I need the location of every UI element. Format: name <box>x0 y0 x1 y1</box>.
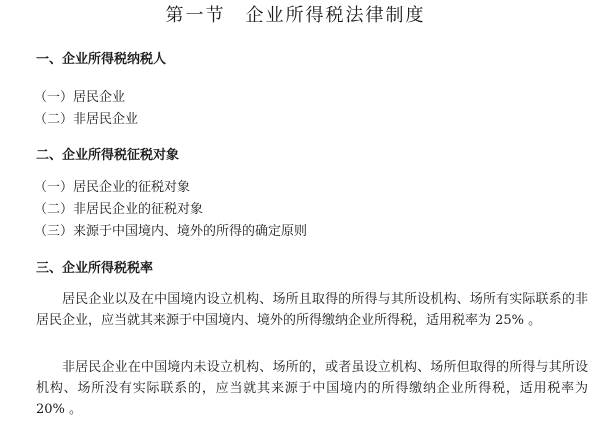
section-heading-taxpayers: 一、企业所得税纳税人 <box>36 52 167 67</box>
sub-item-income-source-principles: （三）来源于中国境内、境外的所得的确定原则 <box>34 224 308 239</box>
sub-item-nonresident-taxable-objects: （二）非居民企业的征税对象 <box>34 202 204 217</box>
sub-item-nonresident-enterprise: （二）非居民企业 <box>34 112 139 127</box>
sub-item-resident-enterprise: （一）居民企业 <box>34 90 126 105</box>
section-heading-tax-rate: 三、企业所得税税率 <box>36 261 154 276</box>
page-title: 第一节 企业所得税法律制度 <box>165 5 426 26</box>
paragraph-resident-rate: 居民企业以及在中国境内设立机构、场所且取得的所得与其所设机构、场所有实际联系的非居民企业，应当就其来源于中国境内、境外的所得缴纳企业所得税，适用税率为 25% 。 <box>36 292 588 328</box>
sub-item-resident-taxable-objects: （一）居民企业的征税对象 <box>34 180 191 195</box>
section-heading-taxable-objects: 二、企业所得税征税对象 <box>36 148 180 163</box>
paragraph-nonresident-rate: 非居民企业在中国境内未设立机构、场所的，或者虽设立机构、场所但取得的所得与其所设机构、场所没有实际联系的，应当就其来源于中国境内的所得缴纳企业所得税，适用税率为 20% 。 <box>36 360 588 417</box>
